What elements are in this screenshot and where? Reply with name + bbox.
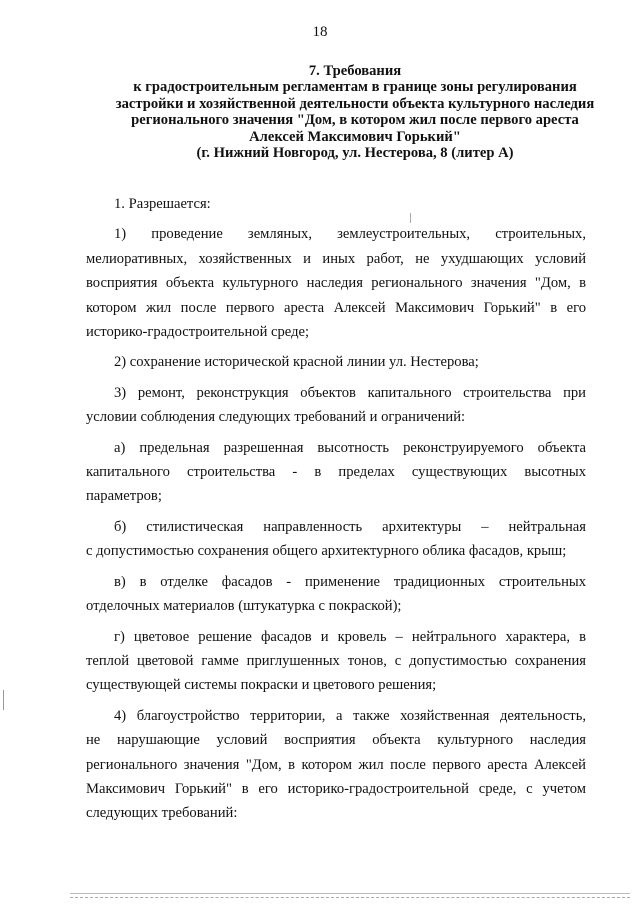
paragraph-line: 2) сохранение исторической красной линии ул. Нестерова;: [114, 354, 479, 371]
paragraph: [86, 436, 586, 509]
paragraph: [86, 222, 586, 344]
paragraph-line: с допустимостью сохранения общего архитектурного облика фасадов, крыш;: [86, 543, 567, 560]
paragraph: [86, 192, 586, 216]
paragraph: [86, 570, 586, 619]
paragraph: [86, 350, 586, 374]
heading-line: регионального значения "Дом, в котором жил после первого ареста: [131, 112, 579, 129]
paragraph-line: 1. Разрешается:: [114, 196, 211, 212]
paragraph-line: отделочных материалов (штукатурка с покраской);: [86, 598, 402, 615]
paragraph-line: следующих требований:: [86, 805, 238, 822]
heading-line: Алексей Максимович Горький": [249, 128, 461, 145]
paragraph: [86, 704, 586, 826]
paragraph-line: 4) благоустройство территории, а также хозяйственная деятельность,: [114, 707, 586, 724]
paragraph-line: б) стилистическая направленность архитектуры – нейтральная: [114, 518, 586, 535]
section-heading: [70, 63, 640, 161]
paragraph-line: существующей системы покраски и цветового решения;: [86, 677, 437, 694]
paragraph-line: историко-градостроительной среде;: [86, 324, 310, 341]
heading-line: к градостроительным регламентам в границе зоны регулирования: [133, 79, 577, 96]
paragraph-line: восприятия объекта культурного наследия регионального значения "Дом, в: [86, 275, 586, 292]
paragraph-line: параметров;: [86, 488, 162, 505]
paragraph-line: мелиоративных, хозяйственных и иных работ, не ухудшающих условий: [86, 250, 586, 267]
paragraph: [86, 515, 586, 564]
paragraph-line: не нарушающие условий восприятия объекта культурного наследия: [86, 732, 586, 749]
paragraph-line: Максимович Горький" в его историко-градостроительной среде, с учетом: [86, 780, 586, 797]
paragraph-line: регионального значения "Дом, в котором жил после первого ареста Алексей: [86, 756, 586, 773]
paragraph-line: 1) проведение земляных, землеустроительных, строительных,: [114, 226, 586, 243]
paragraph-line: г) цветовое решение фасадов и кровель – нейтрального характера, в: [114, 628, 586, 645]
document-body: [86, 192, 586, 832]
paragraph: [86, 381, 586, 430]
heading-line: застройки и хозяйственной деятельности объекта культурного наследия: [115, 95, 595, 112]
paragraph-line: в) в отделке фасадов - применение традиционных строительных: [114, 573, 586, 590]
paragraph-line: 3) ремонт, реконструкция объектов капитального строительства при: [114, 384, 586, 401]
paragraph-line: капитального строительства - в пределах существующих высотных: [86, 464, 586, 481]
scan-artifact: [3, 690, 4, 710]
scan-artifact: [410, 213, 411, 223]
paragraph-line: условии соблюдения следующих требований и ограничений:: [86, 409, 466, 426]
page-number: 18: [312, 24, 328, 40]
paragraph-line: а) предельная разрешенная высотность реконструируемого объекта: [114, 439, 586, 456]
paragraph-line: теплой цветовой гамме приглушенных тонов, с допустимостью сохранения: [86, 652, 586, 669]
scan-artifact: [70, 893, 630, 898]
paragraph-line: котором жил после первого ареста Алексей Максимович Горький" в его: [86, 299, 586, 316]
paragraph: [86, 625, 586, 698]
heading-line: (г. Нижний Новгород, ул. Нестерова, 8 (литер А): [196, 145, 514, 162]
heading-line: 7. Требования: [308, 63, 402, 79]
